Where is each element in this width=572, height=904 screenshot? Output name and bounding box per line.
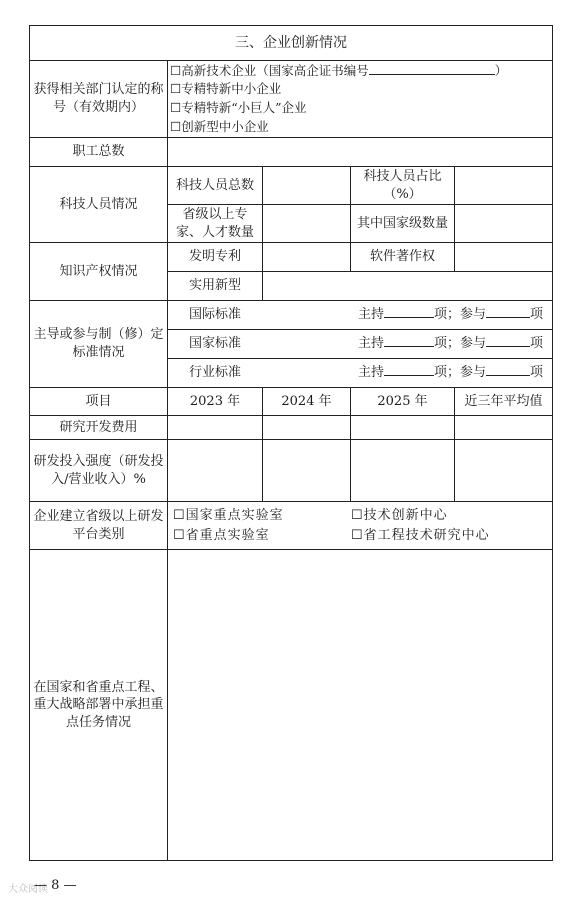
- checkbox-icon[interactable]: ☐: [170, 100, 182, 115]
- platform-options: [168, 502, 553, 550]
- participate-count-field[interactable]: [486, 364, 530, 376]
- honor-option-innovative-sme[interactable]: ☐创新型中小企业: [170, 118, 269, 134]
- honor-option-high-tech[interactable]: ☐高新技术企业（国家高企证书编号 ）: [170, 62, 508, 78]
- rd-expense-2024-cell[interactable]: [263, 416, 351, 440]
- national-count-cell[interactable]: [455, 205, 553, 243]
- software-copyright-label: 软件著作权: [351, 243, 455, 272]
- honors-options: [168, 61, 553, 138]
- rd-intensity-2024-cell[interactable]: [263, 440, 351, 502]
- experts-count-cell[interactable]: [263, 205, 351, 243]
- experts-count-label: 省级以上专家、人才数量: [168, 205, 263, 243]
- tasks-content-cell[interactable]: [168, 550, 553, 861]
- checkbox-icon[interactable]: ☐: [170, 62, 182, 78]
- ip-label: 知识产权情况: [30, 243, 168, 301]
- platform-label: 企业建立省级以上研发平台类别: [30, 502, 168, 550]
- tech-staff-total-label: 科技人员总数: [168, 167, 263, 205]
- checkbox-icon[interactable]: ☐: [170, 118, 182, 134]
- table-title: 三、企业创新情况: [30, 26, 553, 61]
- standard-row-industry: 行业标准 主持 项；参与 项: [168, 359, 553, 388]
- honor-option-specialized[interactable]: ☐专精特新中小企业: [170, 81, 282, 97]
- tech-staff-label: 科技人员情况: [30, 167, 168, 243]
- rd-expense-average-cell[interactable]: [455, 416, 553, 440]
- platform-option-provincial-lab[interactable]: ☐省重点实验室: [173, 527, 270, 543]
- rd-intensity-label: 研发投入强度（研发投入/营业收入）%: [30, 440, 168, 502]
- rd-header-average: 近三年平均值: [455, 388, 553, 416]
- rd-intensity-2025-cell[interactable]: [351, 440, 455, 502]
- employees-label: 职工总数: [30, 138, 168, 167]
- platform-option-engineering-center[interactable]: ☐省工程技术研究中心: [351, 527, 490, 543]
- tech-staff-total-cell[interactable]: [263, 167, 351, 205]
- platform-option-tech-center[interactable]: ☐技术创新中心: [351, 508, 448, 523]
- host-count-field[interactable]: [384, 364, 434, 376]
- national-count-label: 其中国家级数量: [351, 205, 455, 243]
- rd-header-2025: 2025 年: [351, 388, 455, 416]
- employees-value-cell[interactable]: [168, 138, 553, 167]
- standard-row-international: 国际标准 主持 项；参与 项: [168, 301, 553, 330]
- page-number: — 8 —: [34, 878, 77, 893]
- rd-header-2024: 2024 年: [263, 388, 351, 416]
- participate-count-field[interactable]: [486, 306, 530, 318]
- rd-expense-label: 研究开发费用: [30, 416, 168, 440]
- software-copyright-cell[interactable]: [455, 243, 553, 272]
- honor-option-little-giant[interactable]: ☐专精特新“小巨人”企业: [170, 100, 307, 115]
- rd-expense-2025-cell[interactable]: [351, 416, 455, 440]
- checkbox-icon[interactable]: ☐: [170, 81, 182, 97]
- utility-model-cell[interactable]: [263, 272, 553, 301]
- host-count-field[interactable]: [384, 306, 434, 318]
- standard-type: 国际标准: [189, 307, 242, 323]
- standard-type: 国家标准: [189, 336, 242, 352]
- host-count-field[interactable]: [384, 335, 434, 347]
- standard-type: 行业标准: [189, 365, 242, 381]
- participate-count-field[interactable]: [486, 335, 530, 347]
- honors-label: 获得相关部门认定的称号（有效期内）: [30, 61, 168, 138]
- invention-patent-label: 发明专利: [168, 243, 263, 272]
- innovation-table: [29, 25, 553, 861]
- rd-expense-2023-cell[interactable]: [168, 416, 263, 440]
- standards-label: 主导或参与制（修）定标准情况: [30, 301, 168, 388]
- tasks-label: 在国家和省重点工程、重大战略部署中承担重点任务情况: [30, 550, 168, 861]
- invention-patent-cell[interactable]: [263, 243, 351, 272]
- tech-staff-ratio-cell[interactable]: [455, 167, 553, 205]
- rd-header-2023: 2023 年: [168, 388, 263, 416]
- rd-intensity-2023-cell[interactable]: [168, 440, 263, 502]
- certificate-number-field[interactable]: [369, 63, 495, 75]
- watermark: 大众阅读: [8, 884, 48, 895]
- rd-header-item: 项目: [30, 388, 168, 416]
- standard-row-national: 国家标准 主持 项；参与 项: [168, 330, 553, 359]
- platform-option-national-lab[interactable]: ☐国家重点实验室: [173, 508, 284, 523]
- rd-intensity-average-cell[interactable]: [455, 440, 553, 502]
- tech-staff-ratio-label: 科技人员占比（%）: [351, 167, 455, 205]
- utility-model-label: 实用新型: [168, 272, 263, 301]
